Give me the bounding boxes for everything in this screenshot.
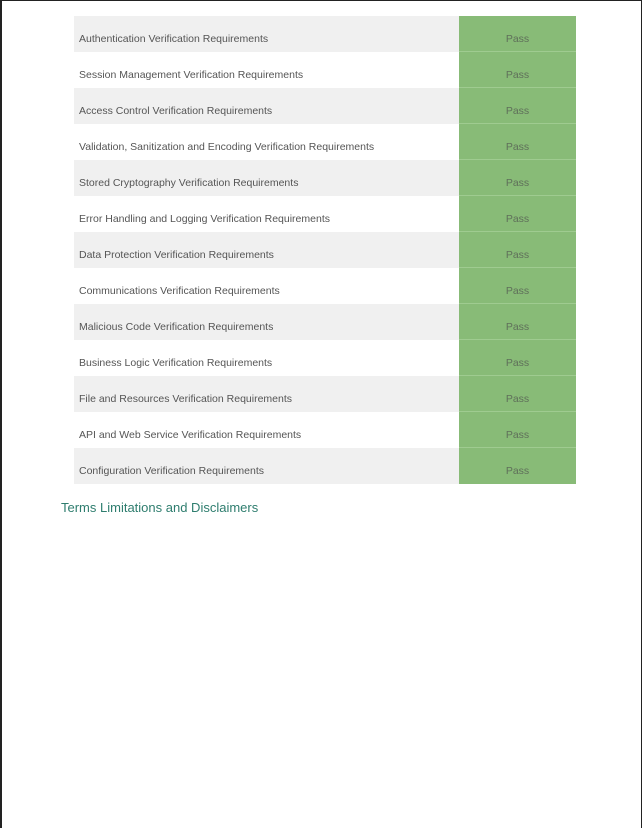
requirement-name: Error Handling and Logging Verification Requirements <box>74 196 459 232</box>
status-badge: Pass <box>459 124 576 160</box>
requirement-name: Data Protection Verification Requirements <box>74 232 459 268</box>
table-row <box>74 304 576 340</box>
requirement-name: Access Control Verification Requirements <box>74 88 459 124</box>
table-row <box>74 412 576 448</box>
requirement-name: Configuration Verification Requirements <box>74 448 459 484</box>
status-badge: Pass <box>459 268 576 304</box>
requirement-name: API and Web Service Verification Requirements <box>74 412 459 448</box>
table-row <box>74 196 576 232</box>
requirement-name: Malicious Code Verification Requirements <box>74 304 459 340</box>
table-row <box>74 448 576 484</box>
table-row <box>74 160 576 196</box>
requirement-name: Session Management Verification Requirements <box>74 52 459 88</box>
status-badge: Pass <box>459 376 576 412</box>
requirement-name: Business Logic Verification Requirements <box>74 340 459 376</box>
requirement-name: Stored Cryptography Verification Requirements <box>74 160 459 196</box>
status-badge: Pass <box>459 52 576 88</box>
status-badge: Pass <box>459 16 576 52</box>
table-row <box>74 340 576 376</box>
status-badge: Pass <box>459 232 576 268</box>
table-row <box>74 232 576 268</box>
table-row <box>74 268 576 304</box>
table-row <box>74 88 576 124</box>
table-row <box>74 52 576 88</box>
requirement-name: Validation, Sanitization and Encoding Verification Requirements <box>74 124 459 160</box>
requirement-name: File and Resources Verification Requirements <box>74 376 459 412</box>
table-row <box>74 124 576 160</box>
requirement-name: Authentication Verification Requirements <box>74 16 459 52</box>
table-row <box>74 376 576 412</box>
table-row <box>74 16 576 52</box>
status-badge: Pass <box>459 88 576 124</box>
status-badge: Pass <box>459 448 576 484</box>
requirements-table <box>74 16 576 484</box>
status-badge: Pass <box>459 412 576 448</box>
requirement-name: Communications Verification Requirements <box>74 268 459 304</box>
status-badge: Pass <box>459 340 576 376</box>
status-badge: Pass <box>459 196 576 232</box>
status-badge: Pass <box>459 160 576 196</box>
status-badge: Pass <box>459 304 576 340</box>
section-heading-terms: Terms Limitations and Disclaimers <box>61 500 259 515</box>
